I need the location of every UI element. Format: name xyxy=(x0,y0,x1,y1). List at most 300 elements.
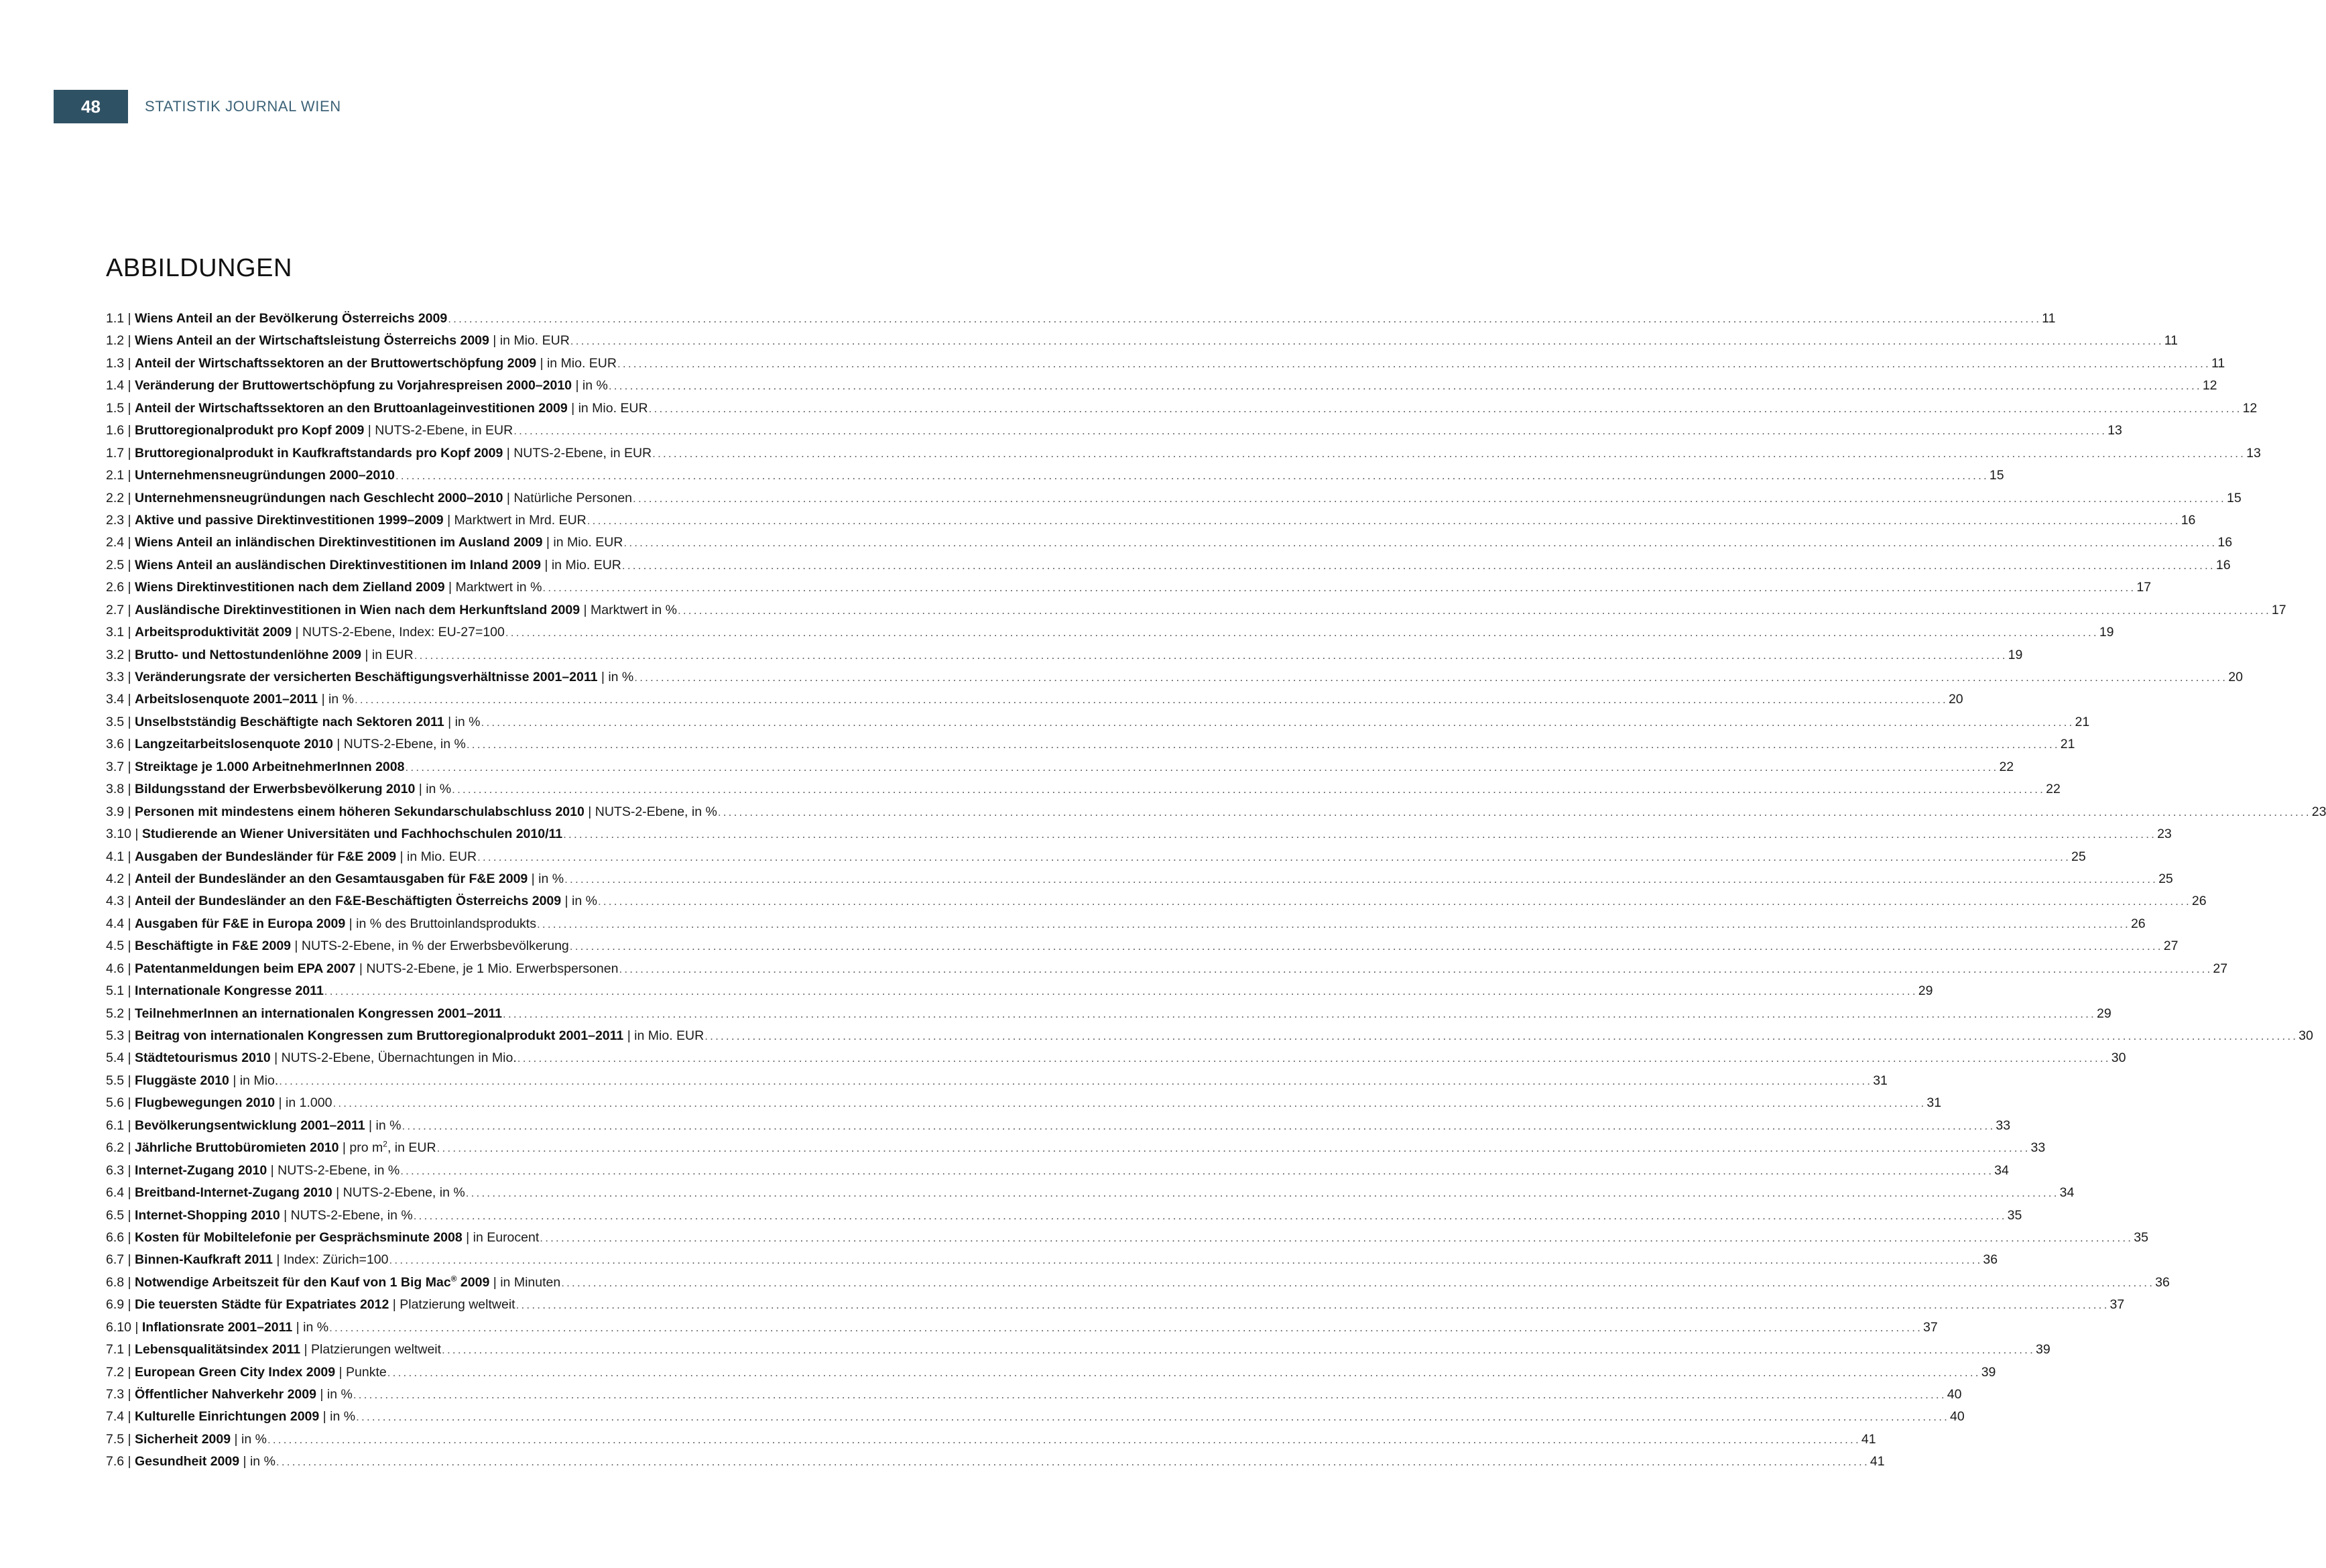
toc-entry-page-number: 22 xyxy=(2046,782,2061,797)
toc-entry-subtitle xyxy=(489,330,570,352)
toc-entry-number: 6.8 | xyxy=(106,1274,131,1290)
toc-entry-title-text: Wiens Anteil an inländischen Direktinvestitionen im Ausland 2009 xyxy=(135,535,543,550)
toc-entry-subtitle-text: | in % xyxy=(231,1431,267,1447)
toc-entry-title xyxy=(135,1429,231,1451)
dot-leader: ............................................................................................................................................................................................................................................................................................................ xyxy=(276,1455,1870,1469)
toc-entry-page-number: 35 xyxy=(2134,1229,2148,1245)
toc-entry-title xyxy=(135,1294,389,1316)
toc-entry[interactable] xyxy=(106,1384,1962,1406)
toc-entry-subtitle-text: | in Mio. EUR xyxy=(567,400,648,416)
toc-entry-title-text: Kosten für Mobiltelefonie per Gesprächsminute 2008 xyxy=(135,1229,463,1245)
dot-leader: ............................................................................................................................................................................................................................................................................................................ xyxy=(329,1321,1923,1334)
section-title: ABBILDUNGEN xyxy=(106,254,292,282)
toc-entry-number: 7.3 | xyxy=(106,1387,131,1402)
toc-entry[interactable] xyxy=(106,375,2217,397)
toc-entry-number: 3.7 | xyxy=(106,759,131,774)
dot-leader: ............................................................................................................................................................................................................................................................................................................ xyxy=(540,1231,2134,1244)
toc-entry-title-text: Inflationsrate 2001–2011 xyxy=(141,1319,293,1335)
toc-entry-subtitle xyxy=(568,398,648,420)
toc-entry-title-text: Internet-Zugang 2010 xyxy=(135,1162,267,1178)
dot-leader: ............................................................................................................................................................................................................................................................................................................ xyxy=(389,1254,1983,1267)
toc-entry-title-text: Jährliche Bruttobüromieten 2010 xyxy=(135,1140,339,1156)
toc-entry-subtitle xyxy=(275,1092,332,1114)
toc-entry-subtitle-text: | in % xyxy=(318,692,354,707)
toc-entry-title xyxy=(135,935,291,957)
toc-entry-number: 1.1 | xyxy=(106,311,131,326)
toc-entry-number: 3.1 | xyxy=(106,625,131,640)
toc-entry-page-number: 22 xyxy=(1999,759,2014,774)
toc-entry-page-number: 15 xyxy=(2226,490,2242,505)
toc-entry-title-text: Flugbewegungen 2010 xyxy=(135,1095,276,1111)
toc-entry[interactable] xyxy=(106,1092,1942,1114)
toc-entry-page-number: 23 xyxy=(2311,804,2326,819)
toc-entry-subtitle-text: | in % xyxy=(239,1454,276,1469)
toc-entry-number: 7.5 | xyxy=(106,1431,131,1447)
toc-entry-title-text: TeilnehmerInnen an internationalen Kongressen 2001–2011 xyxy=(135,1006,503,1021)
toc-entry-subtitle-text: | NUTS-2-Ebene, in % der Erwerbsbevölkerung xyxy=(291,939,569,954)
dot-leader: ............................................................................................................................................................................................................................................................................................................ xyxy=(477,850,2071,863)
toc-entry[interactable] xyxy=(106,823,2172,845)
toc-entry[interactable] xyxy=(106,308,2056,330)
toc-entry-subtitle xyxy=(528,868,564,890)
toc-entry-title-text: Fluggäste 2010 xyxy=(135,1073,229,1088)
toc-entry-subtitle xyxy=(541,554,621,577)
toc-entry-number: 6.5 | xyxy=(106,1207,131,1223)
toc-entry[interactable] xyxy=(106,1205,2022,1227)
dot-leader: ............................................................................................................................................................................................................................................................................................................ xyxy=(405,760,1999,774)
dot-leader: ............................................................................................................................................................................................................................................................................................................ xyxy=(436,1142,2030,1155)
toc-entry[interactable] xyxy=(106,1272,2170,1294)
toc-entry-title xyxy=(135,1070,229,1092)
toc-entry[interactable] xyxy=(106,330,2178,352)
toc-entry[interactable] xyxy=(106,1317,1938,1339)
toc-entry[interactable] xyxy=(106,442,2261,465)
toc-entry-title xyxy=(135,801,585,823)
toc-entry-title xyxy=(135,442,503,465)
toc-entry-subtitle xyxy=(444,509,587,532)
toc-entry[interactable] xyxy=(106,621,2114,644)
toc-entry-subtitle-text: | in % xyxy=(365,1118,402,1133)
dot-leader: ............................................................................................................................................................................................................................................................................................................ xyxy=(503,1007,2096,1020)
toc-entry-title-text: Veränderungsrate der versicherten Beschäftigungsverhältnisse 2001–2011 xyxy=(135,670,598,684)
toc-entry-page-number: 39 xyxy=(1981,1364,1996,1380)
dot-leader: ............................................................................................................................................................................................................................................................................................................ xyxy=(597,895,2191,908)
dot-leader: ............................................................................................................................................................................................................................................................................................................ xyxy=(413,1209,2007,1222)
toc-entry-subtitle-text: | in Mio. EUR xyxy=(540,557,621,572)
toc-entry-page-number: 13 xyxy=(2246,445,2261,461)
toc-entry-page-number: 11 xyxy=(2164,333,2178,349)
toc-entry-title xyxy=(135,1406,319,1428)
toc-entry-title xyxy=(135,666,597,688)
toc-entry[interactable] xyxy=(106,1429,1876,1451)
dot-leader: ............................................................................................................................................................................................................................................................................................................ xyxy=(465,1187,2059,1200)
toc-entry-title-text: Ausgaben der Bundesländer für F&E 2009 xyxy=(135,849,397,864)
toc-entry-title-text: Beitrag von internationalen Kongressen zum Bruttoregionalprodukt 2001–2011 xyxy=(135,1028,624,1043)
toc-entry-subtitle xyxy=(345,913,536,935)
toc-entry-subtitle xyxy=(292,1317,328,1339)
toc-entry-subtitle xyxy=(318,688,354,711)
toc-entry-title xyxy=(135,756,404,778)
toc-entry-title-text: Bevölkerungsentwicklung 2001–2011 xyxy=(135,1118,365,1133)
dot-leader: ............................................................................................................................................................................................................................................................................................................ xyxy=(564,872,2158,886)
toc-entry-subtitle-text: | in % xyxy=(572,378,608,394)
toc-entry-title xyxy=(135,420,364,442)
toc-entry-page-number: 11 xyxy=(2042,311,2056,326)
toc-entry-subtitle-text: | in EUR xyxy=(361,647,414,662)
dot-leader: ............................................................................................................................................................................................................................................................................................................ xyxy=(623,536,2217,550)
toc-entry[interactable] xyxy=(106,1070,1888,1092)
toc-entry-title-text: Binnen-Kaufkraft 2011 xyxy=(135,1252,273,1268)
toc-entry-subtitle-text: | Punkte xyxy=(335,1364,387,1380)
dot-leader: ............................................................................................................................................................................................................................................................................................................ xyxy=(617,357,2211,370)
toc-entry-title-text: Lebensqualitätsindex 2011 xyxy=(135,1342,301,1358)
toc-entry-title-text: Unselbstständig Beschäftigte nach Sektoren 2011 xyxy=(135,714,444,729)
toc-entry-number: 4.5 | xyxy=(106,939,131,954)
toc-entry-subtitle xyxy=(561,890,597,912)
toc-entry-title-text: Arbeitslosenquote 2001–2011 xyxy=(135,692,318,707)
toc-entry[interactable] xyxy=(106,644,2023,666)
toc-entry[interactable] xyxy=(106,756,2014,778)
toc-entry-number: 2.2 | xyxy=(106,490,131,505)
toc-entry-title-text: Wiens Anteil an der Wirtschaftsleistung Österreichs 2009 xyxy=(135,333,489,349)
toc-entry-title xyxy=(135,1025,623,1047)
toc-entry[interactable] xyxy=(106,353,2225,375)
toc-entry-subtitle-text: | NUTS-2-Ebene, in % xyxy=(267,1162,400,1178)
toc-entry-number: 6.3 | xyxy=(106,1162,131,1178)
toc-entry-page-number: 16 xyxy=(2215,557,2231,572)
toc-entry[interactable] xyxy=(106,1137,2046,1159)
toc-entry[interactable] xyxy=(106,846,2086,868)
dot-leader: ............................................................................................................................................................................................................................................................................................................ xyxy=(619,962,2213,975)
toc-entry-page-number: 11 xyxy=(2211,355,2225,371)
toc-entry[interactable] xyxy=(106,1047,2126,1069)
toc-entry-title-text: Internet-Shopping 2010 xyxy=(135,1207,280,1223)
toc-entry-number: 2.5 | xyxy=(106,557,131,572)
toc-entry-title xyxy=(135,1451,239,1473)
dot-leader: ............................................................................................................................................................................................................................................................................................................ xyxy=(717,805,2311,819)
toc-entry[interactable] xyxy=(106,599,2286,621)
toc-entry[interactable] xyxy=(106,420,2122,442)
dot-leader: ............................................................................................................................................................................................................................................................................................................ xyxy=(563,828,2157,841)
toc-entry-title xyxy=(135,308,447,330)
toc-entry-number: 1.5 | xyxy=(106,400,131,416)
toc-entry-page-number: 17 xyxy=(2136,580,2152,595)
dot-leader: ............................................................................................................................................................................................................................................................................................................ xyxy=(402,1119,1996,1132)
toc-entry-title xyxy=(135,1384,316,1406)
toc-entry-title-text: Wiens Anteil an ausländischen Direktinvestitionen im Inland 2009 xyxy=(135,557,541,572)
toc-entry-title-text: Internationale Kongresse 2011 xyxy=(135,983,324,999)
toc-entry-subtitle xyxy=(339,1137,436,1159)
toc-entry[interactable] xyxy=(106,1227,2148,1249)
toc-entry-title-text: Unternehmensneugründungen 2000–2010 xyxy=(135,468,395,483)
toc-entry-title-text: Städtetourismus 2010 xyxy=(135,1050,271,1066)
toc-entry[interactable] xyxy=(106,487,2242,509)
toc-entry-page-number: 30 xyxy=(2111,1050,2126,1066)
toc-entry-page-number: 29 xyxy=(2096,1006,2111,1021)
toc-entry[interactable] xyxy=(106,913,2146,935)
dot-leader: ............................................................................................................................................................................................................................................................................................................ xyxy=(267,1433,1861,1446)
toc-entry-page-number: 15 xyxy=(1989,468,2004,483)
toc-entry-number: 1.2 | xyxy=(106,333,131,349)
dot-leader: ............................................................................................................................................................................................................................................................................................................ xyxy=(332,1097,1926,1110)
toc-entry[interactable] xyxy=(106,554,2231,577)
dot-leader: ............................................................................................................................................................................................................................................................................................................ xyxy=(387,1366,1981,1379)
toc-entry[interactable] xyxy=(106,1339,2050,1361)
toc-entry[interactable] xyxy=(106,778,2061,800)
toc-entry[interactable] xyxy=(106,1362,1996,1384)
toc-entry-title xyxy=(135,1339,300,1361)
toc-entry-page-number: 19 xyxy=(2099,625,2114,640)
toc-entry-title xyxy=(135,711,444,733)
toc-entry-number: 3.3 | xyxy=(106,670,131,684)
toc-entry[interactable] xyxy=(106,958,2228,980)
toc-entry-title xyxy=(135,1227,463,1249)
toc-entry-title xyxy=(135,1115,365,1137)
toc-entry-title xyxy=(135,1182,332,1204)
toc-entry-subtitle-text: | NUTS-2-Ebene, Index: EU-27=100 xyxy=(292,625,505,640)
toc-entry-title xyxy=(135,980,324,1002)
toc-entry-subtitle-text: | Marktwert in % xyxy=(444,580,542,595)
toc-entry-title xyxy=(135,465,395,487)
toc-entry[interactable] xyxy=(106,509,2196,532)
toc-entry[interactable] xyxy=(106,1025,2313,1047)
toc-entry-page-number: 25 xyxy=(2158,871,2173,886)
toc-entry-title-text: Aktive und passive Direktinvestitionen 1999–2009 xyxy=(135,512,444,528)
toc-entry[interactable] xyxy=(106,1406,1965,1428)
toc-entry[interactable] xyxy=(106,733,2075,756)
toc-entry[interactable] xyxy=(106,935,2179,957)
toc-entry-subtitle-text: | in Mio. xyxy=(229,1073,279,1088)
toc-entry-subtitle xyxy=(365,1115,402,1137)
toc-entry-number: 6.6 | xyxy=(106,1229,131,1245)
toc-entry-page-number: 34 xyxy=(2059,1185,2075,1201)
toc-entry-page-number: 21 xyxy=(2060,737,2075,752)
toc-entry[interactable] xyxy=(106,1115,2011,1137)
toc-entry[interactable] xyxy=(106,980,1933,1002)
toc-entry-title xyxy=(135,1092,275,1114)
toc-entry-title-text: Anteil der Bundesländer an den F&E-Beschäftigten Österreichs 2009 xyxy=(135,894,562,909)
toc-entry-subtitle xyxy=(503,487,632,509)
dot-leader: ............................................................................................................................................................................................................................................................................................................ xyxy=(633,491,2226,505)
toc-entry-number: 6.1 | xyxy=(106,1118,131,1133)
toc-entry-number: 7.1 | xyxy=(106,1342,131,1358)
toc-entry-title xyxy=(142,1317,292,1339)
toc-entry-title-text: Öffentlicher Nahverkehr 2009 xyxy=(135,1387,316,1402)
toc-entry-subtitle xyxy=(300,1339,441,1361)
toc-entry-title xyxy=(135,599,580,621)
toc-entry[interactable] xyxy=(106,577,2152,599)
toc-entry-subtitle-text: | NUTS-2-Ebene, in % xyxy=(332,737,466,752)
toc-entry[interactable] xyxy=(106,1003,2111,1025)
toc-entry-title xyxy=(135,554,541,577)
toc-entry-page-number: 36 xyxy=(1983,1252,1998,1268)
toc-entry-page-number: 27 xyxy=(2213,961,2228,976)
toc-entry-title-text: Brutto- und Nettostundenlöhne 2009 xyxy=(135,647,362,662)
toc-entry-title-text: Studierende an Wiener Universitäten und Fachhochschulen 2010/11 xyxy=(141,827,563,842)
dot-leader: ............................................................................................................................................................................................................................................................................................................ xyxy=(608,379,2202,393)
toc-entry-subtitle-text: | Marktwert in % xyxy=(580,602,677,617)
toc-entry-page-number: 33 xyxy=(2030,1140,2046,1156)
toc-entry-subtitle-text: | Marktwert in Mrd. EUR xyxy=(443,512,587,528)
toc-entry-number: 3.8 | xyxy=(106,782,131,797)
toc-entry[interactable] xyxy=(106,1182,2075,1204)
toc-entry-title-text: Beschäftigte in F&E 2009 xyxy=(135,939,292,954)
dot-leader: ............................................................................................................................................................................................................................................................................................................ xyxy=(587,514,2181,527)
toc-entry[interactable] xyxy=(106,711,2090,733)
toc-entry-title-text: Streiktage je 1.000 ArbeitnehmerInnen 2008 xyxy=(135,759,405,774)
toc-entry[interactable] xyxy=(106,1294,2125,1316)
toc-entry-title xyxy=(135,778,415,800)
toc-entry-subtitle-text: | in 1.000 xyxy=(275,1095,332,1111)
toc-entry-page-number: 17 xyxy=(2271,602,2286,617)
toc-entry[interactable] xyxy=(106,890,2207,912)
toc-entry-subtitle xyxy=(335,1362,387,1384)
toc-entry-title-text: Notwendige Arbeitszeit für den Kauf von 1 Big Mac xyxy=(135,1274,451,1290)
toc-entry[interactable] xyxy=(106,666,2243,688)
journal-title: STATISTIK JOURNAL WIEN xyxy=(145,98,341,115)
toc-entry-title-text: Langzeitarbeitslosenquote 2010 xyxy=(135,737,333,752)
toc-entry-title xyxy=(135,1160,267,1182)
toc-entry-subtitle-text: | pro m xyxy=(339,1140,383,1156)
toc-entry-title-text: Anteil der Wirtschaftssektoren an den Bruttoanlageinvestitionen 2009 xyxy=(135,400,568,416)
toc-entry-subtitle xyxy=(273,1249,389,1271)
toc-entry-page-number: 12 xyxy=(2242,400,2258,416)
toc-entry-subtitle xyxy=(364,420,513,442)
toc-entry-subtitle xyxy=(267,1160,400,1182)
toc-entry[interactable] xyxy=(106,1160,2009,1182)
toc-entry-page-number: 31 xyxy=(1926,1095,1942,1111)
toc-entry-number: 3.10 | xyxy=(106,827,139,842)
toc-entry-page-number: 13 xyxy=(2107,423,2122,438)
toc-entry-title-text: Sicherheit 2009 xyxy=(135,1431,231,1447)
toc-entry-subtitle-text: | in % xyxy=(561,894,597,909)
toc-entry-page-number: 27 xyxy=(2163,939,2179,954)
toc-entry[interactable] xyxy=(106,398,2258,420)
dot-leader: ............................................................................................................................................................................................................................................................................................................ xyxy=(517,1052,2111,1065)
toc-entry-title xyxy=(135,577,445,599)
dot-leader: ............................................................................................................................................................................................................................................................................................................ xyxy=(634,671,2228,684)
toc-entry-subtitle-text: | in Mio. EUR xyxy=(542,535,623,550)
dot-leader: ............................................................................................................................................................................................................................................................................................................ xyxy=(448,312,2042,325)
toc-entry[interactable] xyxy=(106,532,2233,554)
toc-entry-number: 3.2 | xyxy=(106,647,131,662)
toc-entry-title xyxy=(135,398,568,420)
dot-leader: ............................................................................................................................................................................................................................................................................................................ xyxy=(356,1410,1950,1424)
toc-entry-subtitle xyxy=(389,1294,515,1316)
toc-entry-title-text: Patentanmeldungen beim EPA 2007 xyxy=(135,961,356,976)
toc-entry-title xyxy=(135,509,444,532)
toc-entry-page-number: 39 xyxy=(2036,1342,2050,1358)
toc-entry[interactable] xyxy=(106,868,2173,890)
toc-entry-page-number: 37 xyxy=(2109,1297,2125,1313)
toc-entry-title xyxy=(135,846,396,868)
toc-entry-page-number: 20 xyxy=(2228,670,2243,684)
toc-entry[interactable] xyxy=(106,688,1963,711)
toc-entry-subtitle xyxy=(445,577,542,599)
toc-entry-subtitle xyxy=(536,353,617,375)
toc-entry-title xyxy=(135,1047,271,1069)
toc-entry-subtitle xyxy=(597,666,633,688)
toc-entry-subtitle-text: | in Mio. EUR xyxy=(536,355,617,371)
toc-entry-subtitle xyxy=(489,1272,560,1294)
dot-leader: ............................................................................................................................................................................................................................................................................................................ xyxy=(442,1343,2035,1357)
toc-entry-title-superscript: ® xyxy=(450,1274,457,1284)
toc-entry-number: 7.2 | xyxy=(106,1364,131,1380)
toc-entry-title xyxy=(135,621,292,644)
toc-entry-number: 4.2 | xyxy=(106,871,131,886)
dot-leader: ............................................................................................................................................................................................................................................................................................................ xyxy=(515,1299,2109,1312)
toc-entry-subtitle-text: | in % xyxy=(316,1387,353,1402)
toc-entry-number: 7.4 | xyxy=(106,1409,131,1425)
toc-entry-title xyxy=(135,1205,280,1227)
toc-entry-subtitle xyxy=(415,778,451,800)
toc-entry-number: 4.4 | xyxy=(106,916,131,931)
toc-entry-title-text: Veränderung der Bruttowertschöpfung zu Vorjahrespreisen 2000–2010 xyxy=(135,378,572,394)
toc-entry[interactable] xyxy=(106,1249,1998,1271)
toc-entry-subtitle-text: | NUTS-2-Ebene, in % xyxy=(332,1185,465,1201)
toc-entry-page-number: 40 xyxy=(1950,1409,1965,1425)
toc-entry-subtitle-text: | NUTS-2-Ebene, Übernachtungen in Mio. xyxy=(270,1050,517,1066)
toc-entry-subtitle-text: | NUTS-2-Ebene, in EUR xyxy=(503,445,652,461)
toc-entry-page-number: 41 xyxy=(1870,1454,1885,1469)
toc-entry-title-text: Breitband-Internet-Zugang 2010 xyxy=(135,1185,332,1201)
toc-entry-page-number: 31 xyxy=(1873,1073,1888,1088)
toc-entry-title xyxy=(135,1137,339,1159)
toc-entry-number: 6.9 | xyxy=(106,1297,131,1313)
toc-entry-number: 4.3 | xyxy=(106,894,131,909)
dot-leader: ............................................................................................................................................................................................................................................................................................................ xyxy=(569,940,2163,953)
dot-leader: ............................................................................................................................................................................................................................................................................................................ xyxy=(570,335,2164,348)
toc-entry-subtitle-text-cont: , in EUR xyxy=(387,1140,436,1156)
dot-leader: ............................................................................................................................................................................................................................................................................................................ xyxy=(279,1074,1873,1087)
toc-entry-page-number: 16 xyxy=(2217,535,2233,550)
toc-entry-number: 2.1 | xyxy=(106,468,131,483)
toc-entry-title-text: Arbeitsproduktivität 2009 xyxy=(135,625,292,640)
toc-entry[interactable] xyxy=(106,1451,1885,1473)
toc-entry-title xyxy=(135,958,355,980)
toc-entry-number: 5.2 | xyxy=(106,1006,131,1021)
toc-entry-subtitle-text: | in Mio. EUR xyxy=(489,333,570,349)
toc-entry-subtitle xyxy=(355,958,618,980)
toc-entry-number: 4.6 | xyxy=(106,961,131,976)
toc-entry-title-text: Ausländische Direktinvestitionen in Wien nach dem Herkunftsland 2009 xyxy=(135,602,580,617)
dot-leader: ............................................................................................................................................................................................................................................................................................................ xyxy=(466,738,2060,751)
toc-entry-number: 3.6 | xyxy=(106,737,131,752)
toc-entry-subtitle-text: | in % xyxy=(444,714,481,729)
toc-entry-title xyxy=(135,487,503,509)
dot-leader: ............................................................................................................................................................................................................................................................................................................ xyxy=(324,985,1918,998)
toc-entry[interactable] xyxy=(106,465,2004,487)
toc-entry-subtitle-text: | Platzierung weltweit xyxy=(389,1297,515,1313)
toc-entry-title-text-cont: 2009 xyxy=(456,1274,490,1290)
toc-entry-page-number: 23 xyxy=(2157,827,2172,842)
toc-entry-title xyxy=(135,733,333,756)
toc-entry-page-number: 16 xyxy=(2181,512,2196,528)
toc-entry-page-number: 41 xyxy=(1861,1431,1876,1447)
toc-entry-title xyxy=(135,330,489,352)
toc-entry-title-text: Gesundheit 2009 xyxy=(135,1454,240,1469)
toc-entry-title-text: Bildungsstand der Erwerbsbevölkerung 2010 xyxy=(135,782,416,797)
toc-entry-number: 1.3 | xyxy=(106,355,131,371)
toc-entry-title xyxy=(135,868,528,890)
toc-entry-number: 6.2 | xyxy=(106,1140,131,1156)
toc-entry-number: 3.4 | xyxy=(106,692,131,707)
dot-leader: ............................................................................................................................................................................................................................................................................................................ xyxy=(536,917,2130,930)
toc-entry-title-text: Kulturelle Einrichtungen 2009 xyxy=(135,1409,320,1425)
dot-leader: ............................................................................................................................................................................................................................................................................................................ xyxy=(677,603,2271,617)
toc-entry-page-number: 20 xyxy=(1948,692,1963,707)
toc-entry[interactable] xyxy=(106,801,2326,823)
